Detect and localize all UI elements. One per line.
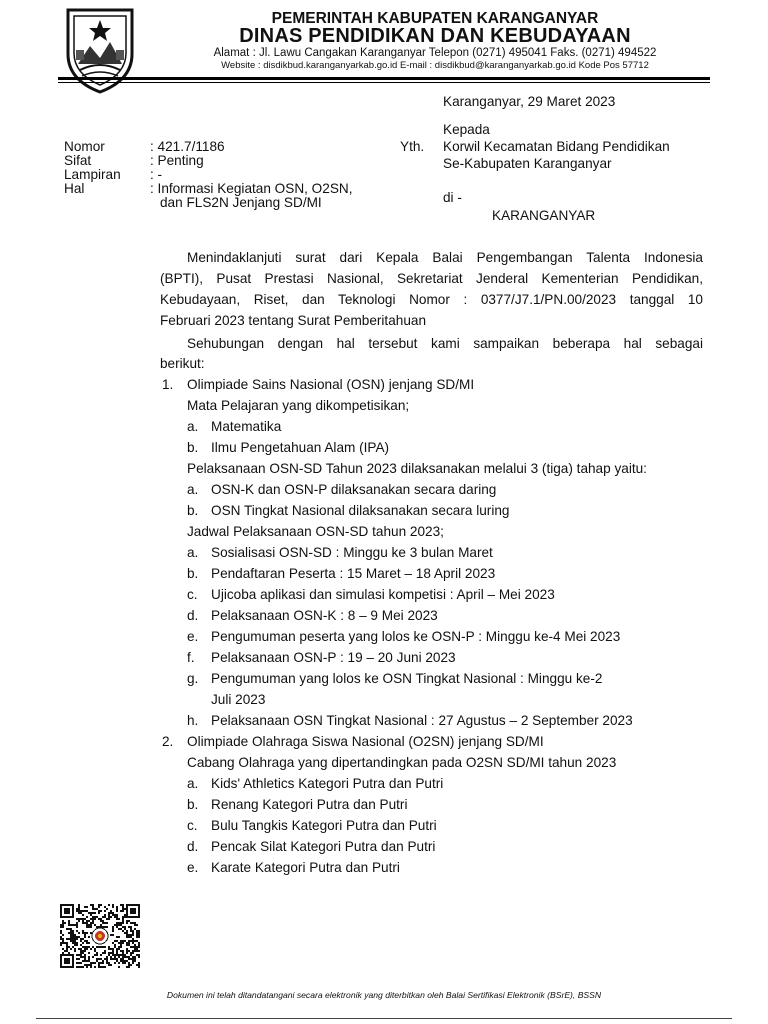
list-marker: b. <box>187 566 199 581</box>
recipient-di: di - <box>443 190 462 205</box>
list-item: Matematika <box>211 419 282 434</box>
list-marker: b. <box>187 797 199 812</box>
recipient-line1: Korwil Kecamatan Bidang Pendidikan <box>443 139 670 154</box>
list-marker: c. <box>187 818 198 833</box>
meta-hal-value2: dan FLS2N Jenjang SD/MI <box>160 195 322 210</box>
list-item: Pelaksanaan OSN-P : 19 – 20 Juni 2023 <box>211 650 456 665</box>
letter-date: Karanganyar, 29 Maret 2023 <box>443 94 616 109</box>
intro-line-5: Sehubungan dengan hal tersebut kami sampaikan beberapa hal sebagai <box>187 336 703 351</box>
list-item: Sosialisasi OSN-SD : Minggu ke 3 bulan Maret <box>211 545 493 560</box>
list-marker: a. <box>187 776 199 791</box>
list-item: Ilmu Pengetahuan Alam (IPA) <box>211 440 390 455</box>
letterhead-government: PEMERINTAH KABUPATEN KARANGANYAR <box>271 10 599 27</box>
meta-nomor-label: Nomor <box>64 139 105 154</box>
list-marker: d. <box>187 608 199 623</box>
meta-hal-label: Hal <box>64 181 85 196</box>
meta-sifat-label: Sifat <box>64 153 92 168</box>
list-item: Pendaftaran Peserta : 15 Maret – 18 April 2023 <box>211 566 496 581</box>
letterhead-address: Alamat : Jl. Lawu Cangakan Karanganyar Telepon (0271) 495041 Faks. (0271) 494522 <box>213 47 657 59</box>
section1-title: Olimpiade Sains Nasional (OSN) jenjang SD/MI <box>187 377 475 392</box>
intro-line-3: Kebudayaan, Riset, dan Teknologi Nomor : 0377/J7.1/PN.00/2023 tanggal 10 <box>160 292 703 307</box>
recipient-yth: Yth. <box>400 139 425 154</box>
list-item: Bulu Tangkis Kategori Putra dan Putri <box>211 818 437 833</box>
list-item: Ujicoba aplikasi dan simulasi kompetisi : April – Mei 2023 <box>211 587 555 602</box>
list-marker: e. <box>187 860 199 875</box>
list-item: Pengumuman yang lolos ke OSN Tingkat Nasional : Minggu ke-2 <box>211 671 603 686</box>
list-item: Pencak Silat Kategori Putra dan Putri <box>211 839 436 854</box>
meta-lampiran-label: Lampiran <box>64 167 121 182</box>
qr-code-icon <box>58 902 142 970</box>
list-marker: h. <box>187 713 199 728</box>
list-marker: g. <box>187 671 199 686</box>
recipient-kepada: Kepada <box>443 122 490 137</box>
meta-nomor-value: : 421.7/1186 <box>150 139 225 154</box>
letterhead-agency: DINAS PENDIDIKAN DAN KEBUDAYAAN <box>239 25 631 47</box>
list-item: Kids' Athletics Kategori Putra dan Putri <box>211 776 444 791</box>
intro-line-4: Februari 2023 tentang Surat Pemberitahuan <box>160 313 427 328</box>
footer-rule <box>36 1018 732 1019</box>
meta-hal-value1: : Informasi Kegiatan OSN, O2SN, <box>150 181 353 196</box>
meta-lampiran-value: : - <box>150 167 163 182</box>
section1-number: 1. <box>162 377 174 392</box>
list-marker: c. <box>187 587 198 602</box>
letterhead-rule-thin <box>58 82 710 83</box>
section1-tahap-heading: Pelaksanaan OSN-SD Tahun 2023 dilaksanakan melalui 3 (tiga) tahap yaitu: <box>187 461 647 476</box>
letterhead-rule-thick <box>58 77 710 80</box>
list-item: Renang Kategori Putra dan Putri <box>211 797 408 812</box>
list-item: Pengumuman peserta yang lolos ke OSN-P : Minggu ke-4 Mei 2023 <box>211 629 621 644</box>
list-marker: a. <box>187 419 199 434</box>
list-item: Pelaksanaan OSN Tingkat Nasional : 27 Agustus – 2 September 2023 <box>211 713 633 728</box>
section1-jadwal-heading: Jadwal Pelaksanaan OSN-SD tahun 2023; <box>187 524 444 539</box>
section2-title: Olimpiade Olahraga Siswa Nasional (O2SN) jenjang SD/MI <box>187 734 544 749</box>
list-item: Pelaksanaan OSN-K : 8 – 9 Mei 2023 <box>211 608 438 623</box>
karanganyar-coat-of-arms-icon <box>62 6 138 94</box>
recipient-line2: Se-Kabupaten Karanganyar <box>443 156 612 171</box>
section1-mapel-heading: Mata Pelajaran yang dikompetisikan; <box>187 398 410 413</box>
list-marker: a. <box>187 482 199 497</box>
meta-sifat-value: : Penting <box>150 153 204 168</box>
list-marker: b. <box>187 503 199 518</box>
section2-number: 2. <box>162 734 174 749</box>
list-marker: b. <box>187 440 199 455</box>
intro-line-1: Menindaklanjuti surat dari Kepala Balai Pengembangan Talenta Indonesia <box>187 250 703 265</box>
list-marker: e. <box>187 629 199 644</box>
section2-cabang-heading: Cabang Olahraga yang dipertandingkan pada O2SN SD/MI tahun 2023 <box>187 755 617 770</box>
list-item: OSN Tingkat Nasional dilaksanakan secara luring <box>211 503 510 518</box>
recipient-city: KARANGANYAR <box>492 208 596 223</box>
list-marker: d. <box>187 839 199 854</box>
electronic-signature-notice: Dokumen ini telah ditandatangani secara elektronik yang diterbitkan oleh Balai Sertifikasi Elektronik (BSrE), BSSN <box>166 990 602 1000</box>
list-item: Karate Kategori Putra dan Putri <box>211 860 400 875</box>
list-item-continuation: Juli 2023 <box>211 692 266 707</box>
intro-line-6: berikut: <box>160 356 205 371</box>
intro-line-2: (BPTI), Pusat Prestasi Nasional, Sekretariat Jenderal Kementerian Pendidikan, <box>160 271 703 286</box>
list-item: OSN-K dan OSN-P dilaksanakan secara daring <box>211 482 497 497</box>
list-marker: f. <box>187 650 195 665</box>
letterhead-website: Website : disdikbud.karanganyarkab.go.id E-mail : disdikbud@karanganyarkab.go.id Kode Pos 57712 <box>221 60 649 71</box>
list-marker: a. <box>187 545 199 560</box>
